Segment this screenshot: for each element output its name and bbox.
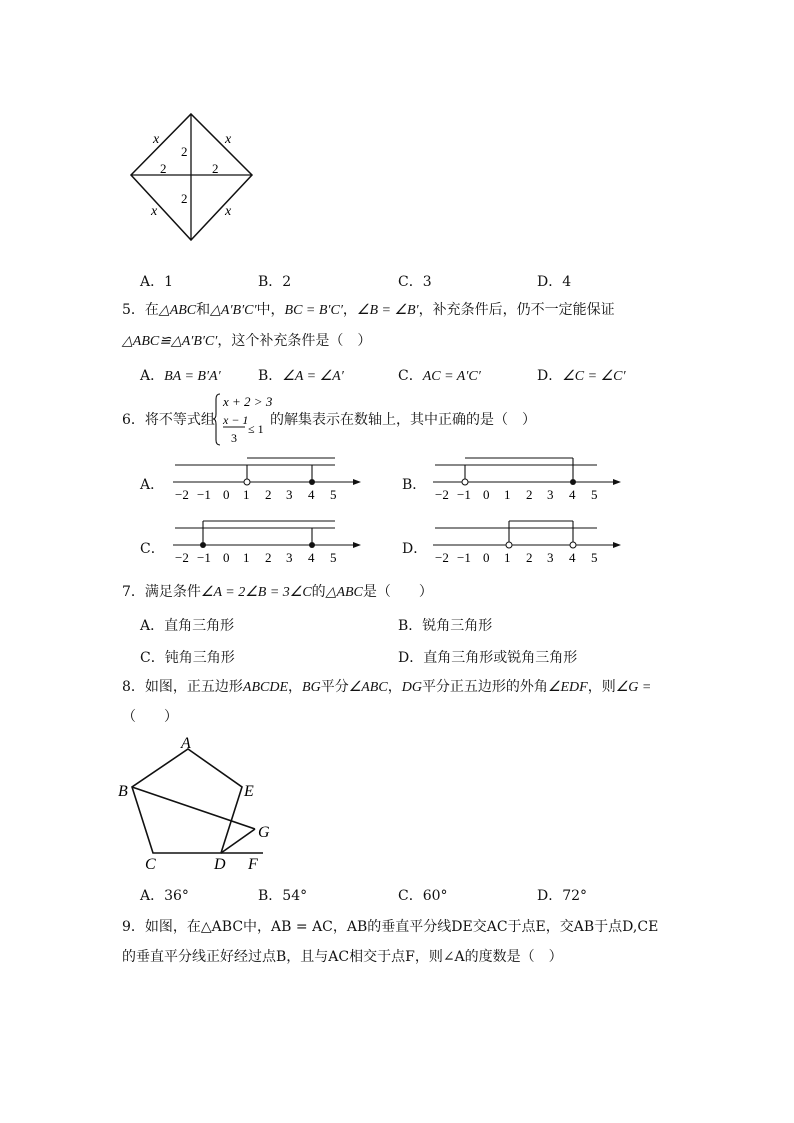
tick-label: 4: [308, 487, 315, 502]
tick-label: 3: [547, 487, 554, 502]
q4-option-c[interactable]: C．3: [398, 274, 432, 290]
vertex-label: D: [214, 856, 226, 872]
closed-point: [309, 479, 315, 485]
side-label: x: [151, 204, 158, 219]
q8-text: 平分正五边形的外角: [421, 679, 548, 695]
vertex-label: F: [248, 856, 258, 872]
closed-point: [200, 542, 206, 548]
q8-math: ∠G =: [615, 680, 652, 695]
segment-label: 2: [181, 144, 188, 159]
q5-option-d[interactable]: [537, 365, 626, 385]
tick-label: 2: [526, 487, 533, 502]
q7-math: △ABC: [325, 585, 363, 600]
q8-text: 8．如图，正五边形: [122, 679, 243, 695]
q6-prefix: 6．将不等式组: [122, 412, 215, 428]
q7-text: 7．满足条件: [122, 584, 201, 600]
tick-label: 3: [547, 550, 554, 565]
tick-label: 4: [569, 550, 576, 565]
arrow-icon: [613, 479, 621, 485]
q7-stem: [122, 583, 433, 602]
vertex-label: B: [118, 783, 128, 800]
tick-label: 0: [483, 550, 490, 565]
tick-label: 5: [330, 550, 337, 565]
q5-option-label: C．: [398, 368, 423, 384]
q4-option-a[interactable]: A．1: [140, 274, 174, 290]
q8-math: ∠EDF: [547, 680, 588, 695]
tick-label: 3: [286, 550, 293, 565]
open-point: [506, 542, 512, 548]
segment-label: 2: [181, 191, 188, 206]
q8-stem-line2: （ ）: [122, 709, 178, 725]
brace-icon: [213, 394, 220, 445]
tick-label: 2: [265, 550, 272, 565]
q5-line1: [122, 301, 615, 320]
q7-option-d[interactable]: D．直角三角形或锐角三角形: [398, 650, 578, 666]
tick-label: −2: [435, 550, 449, 565]
q7-text: 是（ ）: [362, 584, 433, 600]
q7-option-c[interactable]: C．钝角三角形: [140, 650, 235, 666]
tick-label: 1: [504, 550, 511, 565]
q6-option-d-label[interactable]: D．: [402, 541, 428, 557]
tick-label: 4: [308, 550, 315, 565]
q5-math: BC = B′C′: [284, 303, 343, 318]
q9-stem-line2: 的垂直平分线正好经过点B，且与AC相交于点F，则∠A的度数是（ ）: [122, 949, 563, 965]
tick-label: 4: [569, 487, 576, 502]
q8-option-a[interactable]: A．36°: [140, 888, 189, 904]
vertex-label: G: [258, 824, 270, 841]
tick-label: −1: [457, 487, 471, 502]
q5-option-b[interactable]: [258, 365, 344, 385]
vertex-label: A: [181, 735, 191, 752]
q5-option-label: B．: [258, 368, 283, 384]
tick-label: −2: [435, 487, 449, 502]
rhombus-figure: [120, 105, 270, 255]
q6-ineq2-num: x − 1: [223, 413, 249, 427]
q5-option-c[interactable]: [398, 365, 481, 385]
tick-label: 2: [265, 487, 272, 502]
q6-inequality-system: [212, 391, 272, 449]
closed-point: [570, 479, 576, 485]
tick-label: 1: [504, 487, 511, 502]
q8-math: DG: [401, 680, 422, 695]
bisector-bg: [132, 787, 255, 829]
q5-option-math: AC = A′C′: [422, 369, 481, 384]
q5-text: 中，: [256, 302, 285, 318]
side-label: x: [225, 204, 232, 219]
q7-text: 的: [311, 584, 326, 600]
q8-text: ，: [288, 679, 303, 695]
q8-option-d[interactable]: D．72°: [537, 888, 588, 904]
q6-option-b-label[interactable]: B．: [402, 477, 427, 493]
q5-option-math: ∠A = ∠A′: [282, 369, 344, 384]
q5-math: △ABC: [158, 303, 197, 318]
arrow-icon: [613, 542, 621, 548]
tick-label: 1: [243, 487, 250, 502]
q6-ineq2-den: 3: [231, 431, 237, 445]
q5-line2: [122, 332, 371, 351]
q8-text: 平分: [320, 679, 349, 695]
q6-ineq1: x + 2 > 3: [223, 394, 272, 409]
open-point: [244, 479, 250, 485]
q5-option-a[interactable]: [140, 365, 221, 385]
tick-label: −1: [197, 550, 211, 565]
q8-math: BG: [302, 680, 321, 695]
closed-point: [309, 542, 315, 548]
number-line-d[interactable]: [425, 518, 630, 568]
tick-label: 0: [223, 550, 230, 565]
q5-option-math: ∠C = ∠C′: [562, 369, 626, 384]
tick-label: −2: [175, 550, 189, 565]
q5-text: ，这个补充条件是（ ）: [217, 333, 372, 349]
arrow-icon: [353, 542, 361, 548]
q5-option-label: A．: [140, 368, 165, 384]
q7-option-a[interactable]: A．直角三角形: [140, 618, 235, 634]
q5-math: ∠B = ∠B′: [356, 303, 419, 318]
q6-option-c-label[interactable]: C．: [140, 541, 165, 557]
tick-label: 5: [591, 487, 598, 502]
tick-label: 0: [223, 487, 230, 502]
open-point: [570, 542, 576, 548]
q5-math: △ABC≌△A′B′C′: [122, 334, 218, 349]
q7-math: ∠A = 2∠B = 3∠C: [200, 585, 312, 600]
segment-label: 2: [160, 161, 167, 176]
tick-label: 0: [483, 487, 490, 502]
q7-option-b[interactable]: B．锐角三角形: [398, 618, 493, 634]
arrow-icon: [353, 479, 361, 485]
tick-label: −1: [197, 487, 211, 502]
number-line-a[interactable]: [165, 455, 370, 505]
q9-stem-line1: 9．如图，在△ABC中，AB = AC，AB的垂直平分线DE交AC于点E，交AB于点D,CE: [122, 919, 659, 935]
q5-math: △A′B′C′: [210, 303, 257, 318]
number-line-b[interactable]: [425, 455, 630, 505]
q6-ineq2-rel: ≤ 1: [248, 422, 264, 436]
open-point: [462, 479, 468, 485]
tick-label: −1: [457, 550, 471, 565]
pentagon-figure: [115, 732, 290, 872]
q5-option-label: D．: [537, 368, 563, 384]
vertex-label: E: [244, 783, 254, 800]
side-label: x: [225, 132, 232, 147]
tick-label: −2: [175, 487, 189, 502]
tick-label: 2: [526, 550, 533, 565]
segment-label: 2: [212, 161, 219, 176]
tick-label: 5: [330, 487, 337, 502]
q4-option-d[interactable]: D．4: [537, 274, 572, 290]
number-line-c[interactable]: [165, 518, 370, 568]
q8-math: ABCDE: [242, 680, 289, 695]
q8-text: ，: [387, 679, 402, 695]
q8-text: ，则: [587, 679, 616, 695]
q5-text: ，补充条件后，仍不一定能保证: [418, 302, 615, 318]
q5-text: ，: [342, 302, 357, 318]
tick-label: 1: [243, 550, 250, 565]
pentagon-outline: [132, 749, 242, 853]
q8-math: ∠ABC: [348, 680, 388, 695]
q5-text: 5．在: [122, 302, 159, 318]
q6-option-a-label[interactable]: A．: [140, 477, 165, 493]
q8-option-c[interactable]: C．60°: [398, 888, 448, 904]
q8-stem-line1: [122, 678, 651, 697]
tick-label: 3: [286, 487, 293, 502]
tick-label: 5: [591, 550, 598, 565]
side-label: x: [153, 132, 160, 147]
q4-option-b[interactable]: B．2: [258, 274, 292, 290]
q5-text: 和: [196, 302, 211, 318]
bisector-dg: [221, 829, 255, 853]
vertex-label: C: [145, 856, 156, 872]
q8-option-b[interactable]: B．54°: [258, 888, 308, 904]
q6-suffix: 的解集表示在数轴上，其中正确的是（ ）: [270, 412, 536, 428]
q5-option-math: BA = B′A′: [164, 369, 221, 384]
